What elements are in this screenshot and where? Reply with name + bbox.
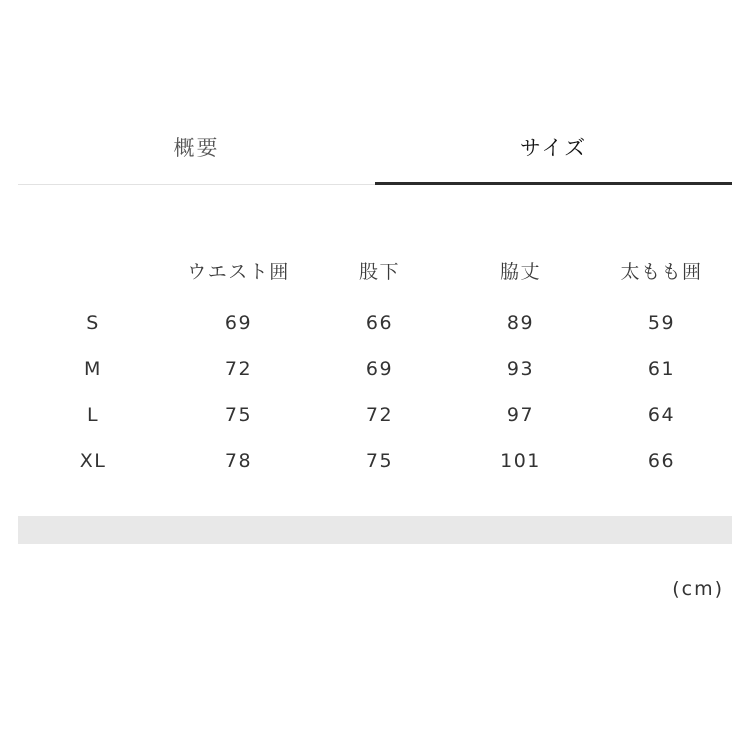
cell-side-length: 89: [506, 312, 535, 334]
size-table-body: [18, 300, 732, 484]
cell-thigh: 59: [647, 312, 676, 334]
cell-inseam: 75: [365, 450, 394, 472]
size-table-head: [18, 240, 732, 300]
table-row: [18, 392, 732, 438]
cell-size: S: [86, 312, 100, 334]
size-table: [18, 240, 732, 484]
tab-overview-label: 概要: [173, 136, 220, 160]
column-header-thigh: 太もも囲: [620, 260, 703, 283]
cell-side-length: 97: [506, 404, 535, 426]
unit-note: (cm): [672, 578, 724, 600]
table-header-row: [18, 240, 732, 300]
cell-waist: 78: [224, 450, 253, 472]
tab-size[interactable]: [375, 132, 732, 185]
column-header-side-length: 脇丈: [499, 260, 541, 283]
column-header-inseam: 股下: [358, 260, 400, 283]
tab-overview[interactable]: [18, 132, 375, 185]
cell-size: L: [86, 404, 100, 426]
cell-thigh: 61: [647, 358, 676, 380]
cell-inseam: 72: [365, 404, 394, 426]
table-row: [18, 346, 732, 392]
section-divider-band: [18, 516, 732, 544]
table-row: [18, 300, 732, 346]
cell-inseam: 69: [365, 358, 394, 380]
cell-thigh: 64: [647, 404, 676, 426]
cell-waist: 69: [224, 312, 253, 334]
column-header-size: [18, 240, 168, 300]
table-row: [18, 438, 732, 484]
cell-side-length: 93: [506, 358, 535, 380]
tab-bar: [18, 132, 732, 185]
cell-waist: 72: [224, 358, 253, 380]
cell-size: XL: [79, 450, 107, 472]
cell-thigh: 66: [647, 450, 676, 472]
cell-waist: 75: [224, 404, 253, 426]
tab-size-label: サイズ: [519, 136, 588, 160]
cell-size: M: [84, 358, 102, 380]
cell-side-length: 101: [500, 450, 541, 472]
cell-inseam: 66: [365, 312, 394, 334]
column-header-waist: ウエスト囲: [187, 260, 290, 283]
